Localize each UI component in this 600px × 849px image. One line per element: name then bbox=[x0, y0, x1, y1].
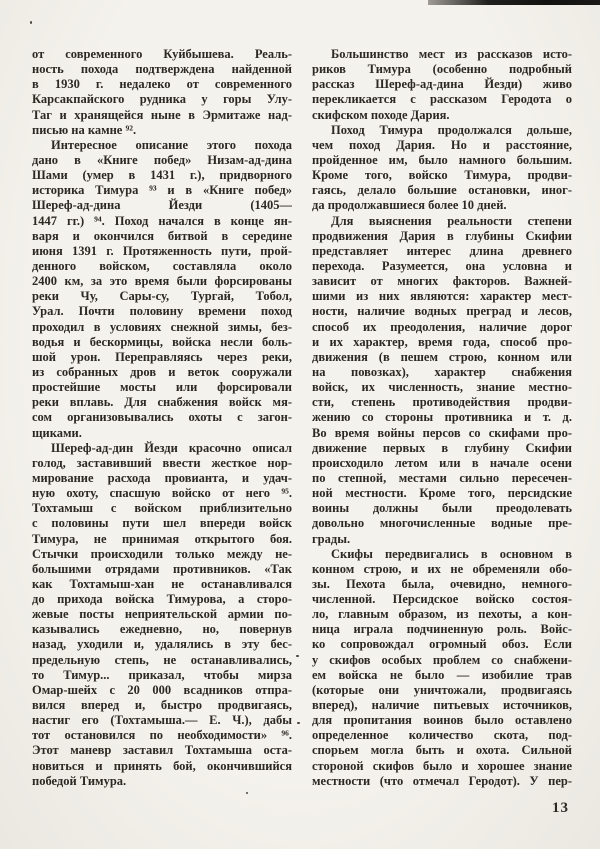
text-line: шой урон. Переправляясь через реки, bbox=[32, 349, 292, 364]
text-line: тот остановился по необходимости» ⁹⁶. bbox=[32, 728, 292, 743]
text-line: водья и бескормицы, войска несли боль- bbox=[32, 334, 292, 349]
text-line: Карсакпайского рудника у горы Улу- bbox=[32, 92, 292, 107]
left-text-column bbox=[32, 47, 292, 789]
text-line: реки Чу, Сары-су, Тургай, Тобол, bbox=[32, 289, 292, 304]
scan-speck bbox=[246, 792, 248, 794]
text-line: Интересное описание этого похода bbox=[51, 137, 292, 152]
text-line: новиться и принять бой, окончившийся bbox=[32, 758, 292, 773]
text-line: конном строю, и их не обременяли обо- bbox=[312, 561, 572, 576]
text-line: да продолжавшиеся более 10 дней. bbox=[312, 198, 507, 213]
text-line: зависит от многих факторов. Важней- bbox=[312, 274, 572, 289]
text-line: Таг и хранящейся ныне в Эрмитаже над- bbox=[32, 107, 292, 122]
text-line: в 1930 г. недалеко от современного bbox=[32, 77, 292, 92]
text-line: Кроме того, войско Тимура, продви- bbox=[312, 168, 572, 183]
text-line: у скифов особых проблем со снабжени- bbox=[312, 652, 572, 667]
text-line: по степной, местами сильно пересечен- bbox=[312, 470, 572, 485]
text-line: Шереф-ад-дин Йезди красочно описал bbox=[51, 440, 292, 455]
text-line: Тохтамыш с войском приблизительно bbox=[32, 501, 292, 516]
text-line: представляет интерес длина древнего bbox=[312, 243, 572, 258]
text-line: 1447 гг.) ⁹⁴. Поход начался в конце ян- bbox=[32, 213, 292, 228]
text-line: для пропитания воинов было оставлено bbox=[312, 713, 572, 728]
text-line: жению со стороны противника и т. д. bbox=[312, 410, 572, 425]
text-line: Урал. Почти половину времени поход bbox=[32, 304, 292, 319]
text-line: и их характер, время года, способ про- bbox=[312, 334, 572, 349]
text-line: ной местности. Кроме того, персидские bbox=[312, 486, 572, 501]
text-line: из собранных дров и веток сооружали bbox=[32, 364, 292, 379]
text-line: ную охоту, спасшую войско от него ⁹⁵. bbox=[32, 486, 292, 501]
text-line: риков Тимура (особенно подробный bbox=[312, 62, 572, 77]
text-line: скифском походе Дария. bbox=[312, 107, 450, 122]
text-line: перехода. Разумеется, она условна и bbox=[312, 258, 572, 273]
text-line: движения (в пешем строю, конном или bbox=[312, 349, 572, 364]
text-line: спорьем могла быть и охота. Сильной bbox=[312, 743, 572, 758]
text-line: дано в «Книге побед» Низам-ад-дина bbox=[32, 152, 292, 167]
text-line: победой Тимура. bbox=[32, 773, 127, 788]
text-line: зы. Пехота была, очевидно, немного- bbox=[312, 576, 572, 591]
text-line: численной. Персидское войско состоя- bbox=[312, 592, 572, 607]
text-line: (которые они уничтожали, продвигаясь bbox=[312, 682, 572, 697]
text-line: Этот маневр заставил Тохтамыша оста- bbox=[32, 743, 292, 758]
text-line: происходило летом или в начале осени bbox=[312, 455, 572, 470]
text-line: 2400 км, за это время были форсированы bbox=[32, 274, 292, 289]
text-line: воины должны были преодолевать bbox=[312, 501, 572, 516]
text-line: движение первых в глубину Скифии bbox=[312, 440, 572, 455]
text-line: предельную степь, не останавливались, bbox=[32, 652, 292, 667]
text-line: настиг его (Тохтамыша.— Е. Ч.), дабы bbox=[32, 713, 292, 728]
text-line: способ их преодоления, наличие дорог bbox=[312, 319, 572, 334]
text-line: вперед), наличие питьевых источников, bbox=[312, 698, 572, 713]
text-line: ем войска не было — изобилие трав bbox=[312, 667, 572, 682]
text-line: историка Тимура ⁹³ и в «Книге побед» bbox=[32, 183, 292, 198]
text-line: местности (что отмечал Геродот). У пер- bbox=[312, 773, 572, 788]
text-line: сом организовывались охоты с загон- bbox=[32, 410, 292, 425]
text-line: на повозках), характер снабжения bbox=[312, 364, 572, 379]
text-line: от современного Куйбышева. Реаль- bbox=[32, 47, 292, 61]
text-line: ница играла подчиненную роль. Войс- bbox=[312, 622, 572, 637]
text-line: Во время войны персов со скифами про- bbox=[312, 425, 572, 440]
text-line: голод, заставивший ввести жесткое нор- bbox=[32, 455, 292, 470]
text-line: гаясь, делало большие остановки, иног- bbox=[312, 183, 572, 198]
scan-edge-artifact bbox=[428, 0, 600, 5]
text-line: Поход Тимура продолжался дольше, bbox=[331, 122, 572, 137]
text-line: довольно многочисленные водные пре- bbox=[312, 516, 572, 531]
text-line: как Тохтамыш-хан не останавливался bbox=[32, 576, 292, 591]
text-line: перекликается с рассказом Геродота о bbox=[312, 92, 572, 107]
page-number: 13 bbox=[552, 800, 569, 816]
text-line: Стычки происходили только между не- bbox=[32, 546, 292, 561]
text-line: пройденное им, было намного большим. bbox=[312, 152, 572, 167]
text-line: с половины пути шел впереди войск bbox=[32, 516, 292, 531]
text-line: Скифы передвигались в основном в bbox=[331, 546, 572, 561]
text-line: сти, степень противодействия продви- bbox=[312, 395, 572, 410]
text-line: мирование расхода провианта, и удач- bbox=[32, 470, 292, 485]
text-line: жевые посты неприятельской армии по- bbox=[32, 607, 292, 622]
text-line: Большинство мест из рассказов исто- bbox=[331, 47, 572, 61]
text-line: проходил в условиях снежной зимы, без- bbox=[32, 319, 292, 334]
text-line: большими отрядами противников. «Так bbox=[32, 561, 292, 576]
text-line: ности, наличие водных преград и лесов, bbox=[312, 304, 572, 319]
text-line: стороной скифов было и хорошее знание bbox=[312, 758, 572, 773]
text-line: Тимура, не принимая открытого боя. bbox=[32, 531, 292, 546]
text-line: чем поход Дария. Но и расстояние, bbox=[312, 137, 572, 152]
text-line: назад, уходили и, удалялись в эту бес- bbox=[32, 637, 292, 652]
text-line: писью на камне ⁹². bbox=[32, 122, 137, 137]
text-line: вился вперед и, быстро продвигаясь, bbox=[32, 698, 292, 713]
text-line: Шереф-ад-дина Йезди (1405— bbox=[32, 198, 292, 213]
text-line: реки вплавь. Для снабжения войск мя- bbox=[32, 395, 292, 410]
text-line: шими из них являются: характер мест- bbox=[312, 289, 572, 304]
text-line: ко сопровождал огромный обоз. Если bbox=[312, 637, 572, 652]
text-line: Шами (умер в 1431 г.), придворного bbox=[32, 168, 292, 183]
scan-speck bbox=[30, 21, 32, 24]
text-line: ло, главным образом, из пехоты, а кон- bbox=[312, 607, 572, 622]
text-line: денного войском, составляла около bbox=[32, 258, 292, 273]
text-line: простейшие мосты или форсировали bbox=[32, 380, 292, 395]
text-line: грады. bbox=[312, 531, 351, 546]
right-text-column bbox=[312, 47, 572, 789]
text-line: до прихода войска Тимурова, а сторо- bbox=[32, 592, 292, 607]
text-line: определенное количество скота, под- bbox=[312, 728, 572, 743]
text-line: казывались ежедневно, но, повернув bbox=[32, 622, 292, 637]
text-line: продвижения Дария в глубины Скифии bbox=[312, 228, 572, 243]
text-line: щиками. bbox=[32, 425, 82, 440]
text-line: то Тимур... приказал, чтобы мирза bbox=[32, 667, 292, 682]
text-line: рассказ Шереф-ад-дина Йезди) живо bbox=[312, 77, 572, 92]
text-line: ность похода подтверждена найденной bbox=[32, 62, 292, 77]
text-columns bbox=[32, 47, 572, 789]
text-line: варя и окончился битвой в середине bbox=[32, 228, 292, 243]
text-line: войск, их численность, знание местно- bbox=[312, 380, 572, 395]
text-line: июня 1391 г. Протяженность пути, прой- bbox=[32, 243, 292, 258]
text-line: Омар-шейх с 20 000 всадников отпра- bbox=[32, 682, 292, 697]
text-line: Для выяснения реальности степени bbox=[331, 213, 572, 228]
